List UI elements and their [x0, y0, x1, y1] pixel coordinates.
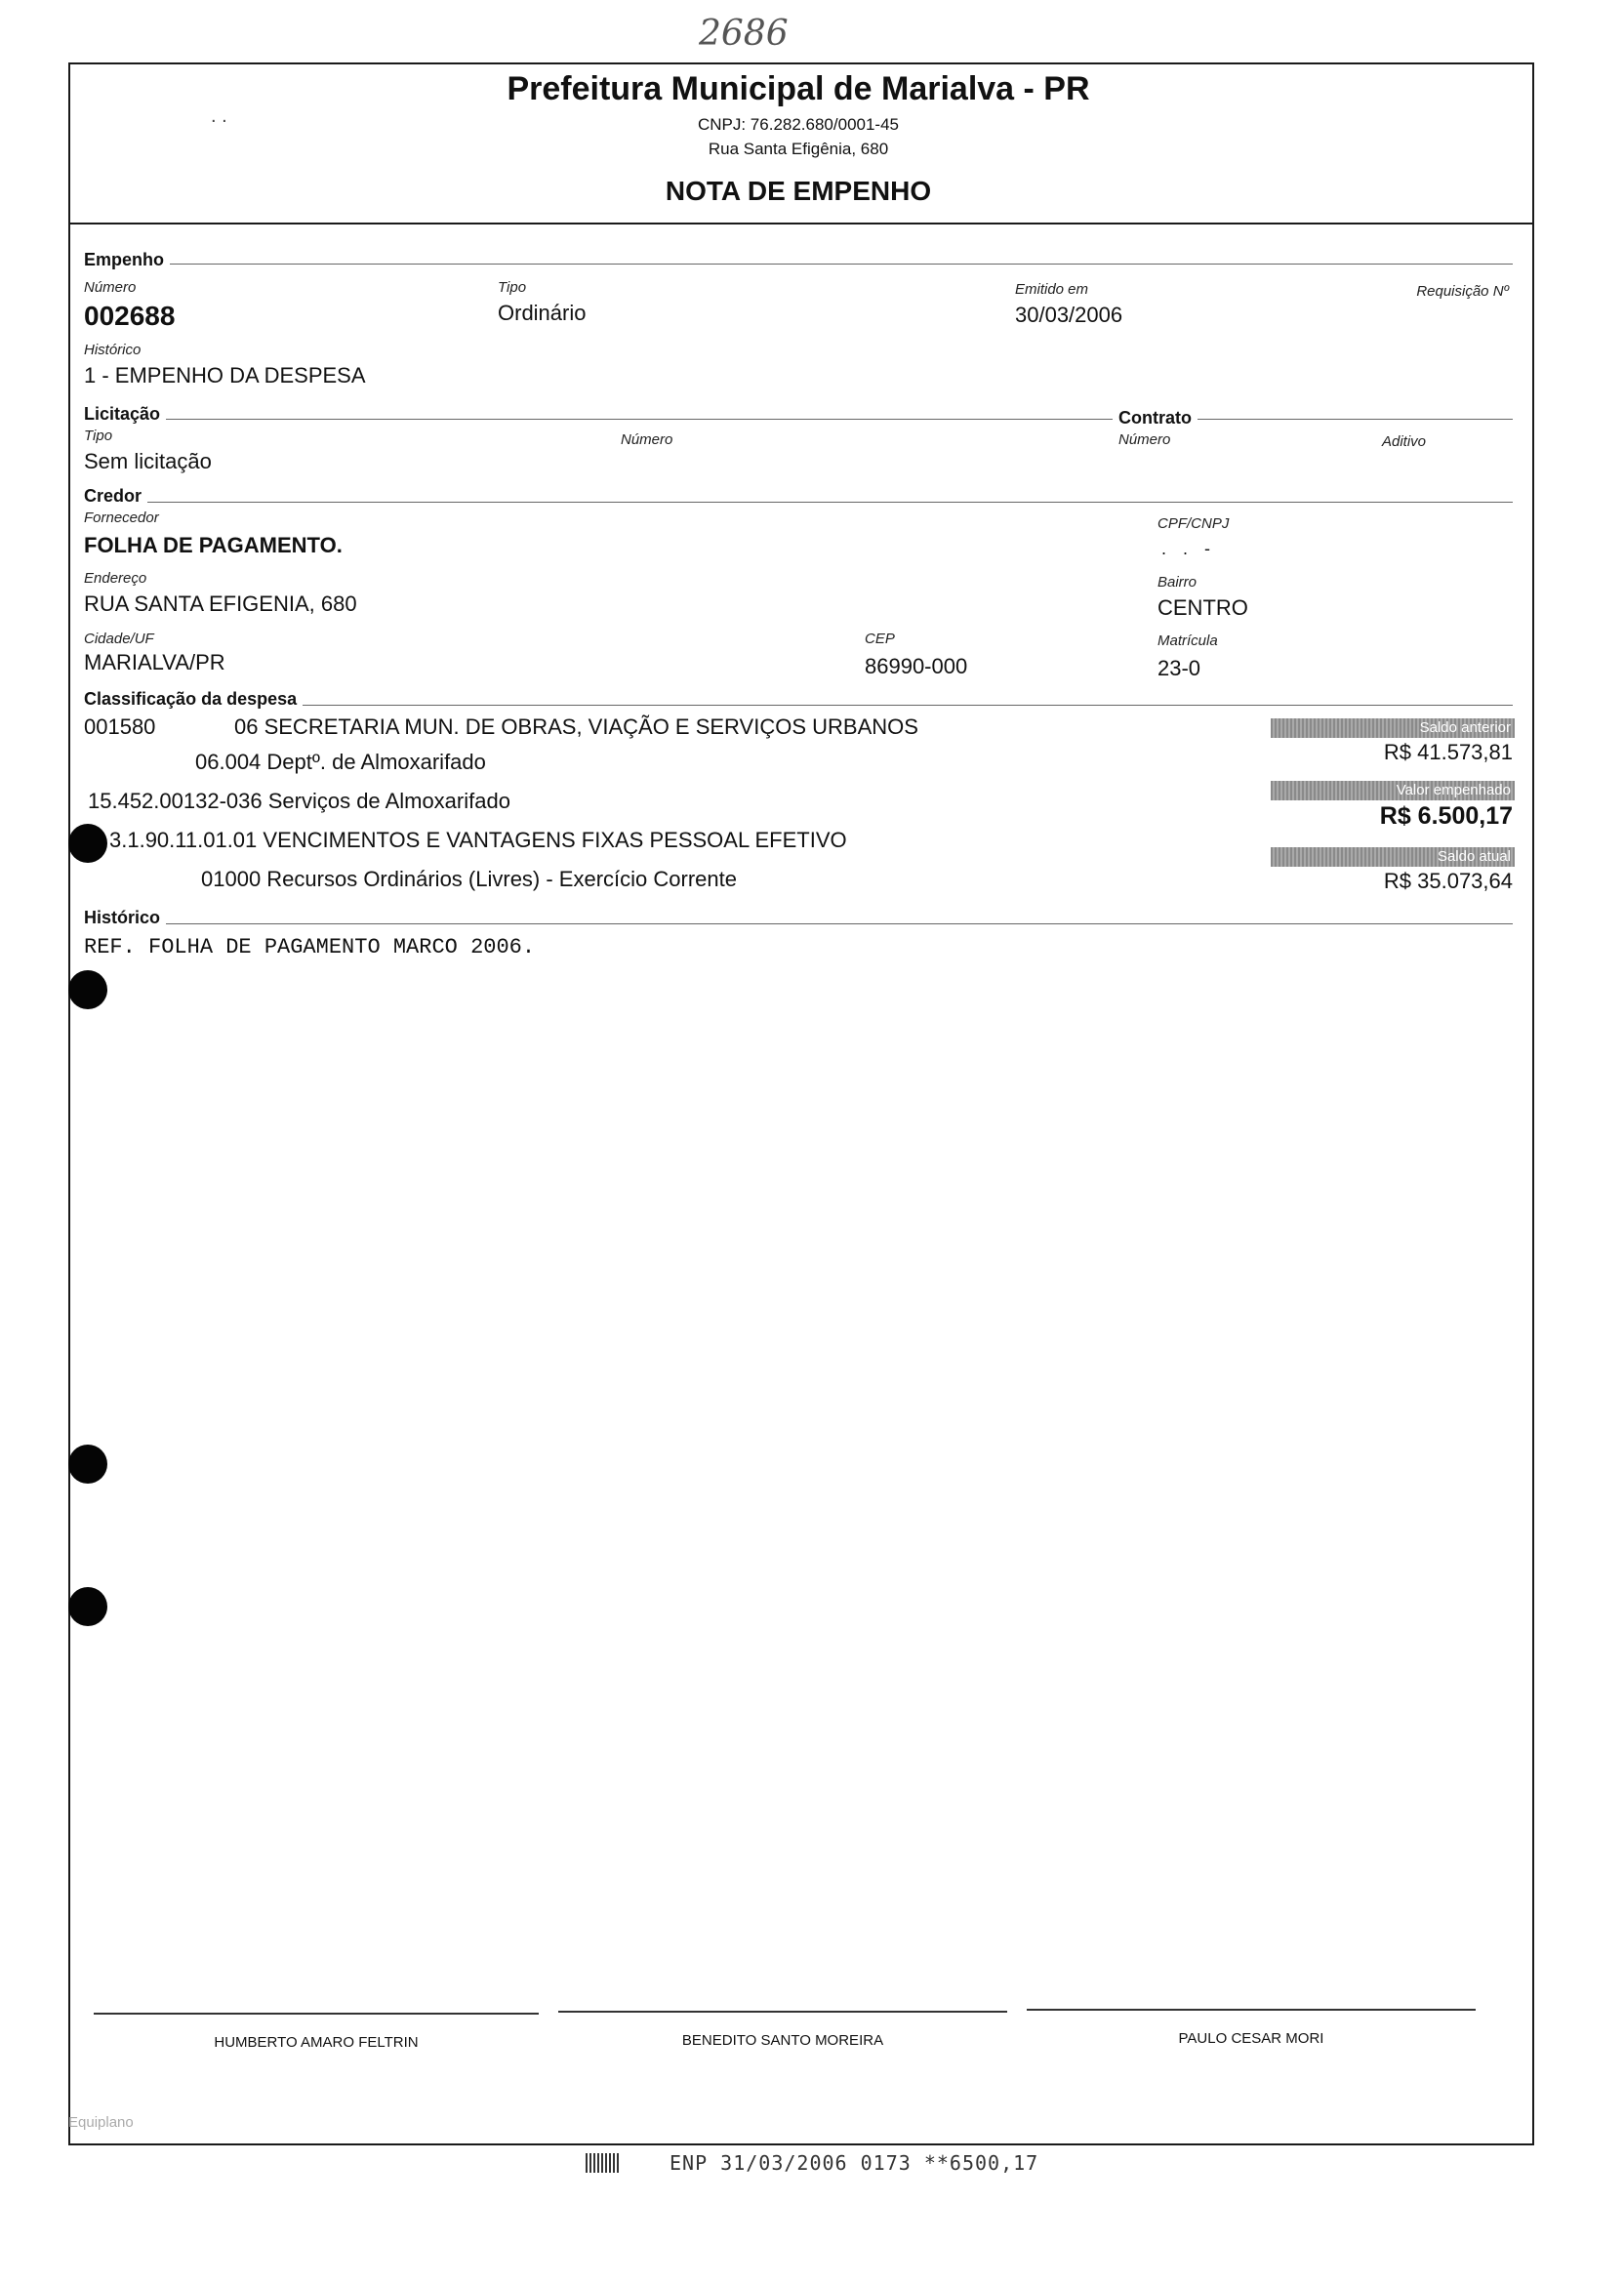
historico-text: REF. FOLHA DE PAGAMENTO MARCO 2006.	[84, 935, 536, 959]
saldo-atual-bar	[1271, 847, 1515, 867]
historico-rule	[84, 923, 1513, 924]
saldo-atual-label: Saldo atual	[1437, 848, 1511, 865]
signature-line	[94, 2013, 539, 2015]
credor-section-title: Credor	[84, 486, 147, 507]
saldo-anterior-bar	[1271, 718, 1515, 738]
classificacao-line-5: 01000 Recursos Ordinários (Livres) - Exercício Corrente	[201, 867, 737, 891]
endereco-value: RUA SANTA EFIGENIA, 680	[84, 591, 357, 616]
valor-empenhado-label: Valor empenhado	[1396, 782, 1511, 798]
cpf-cnpj-value: . . -	[1161, 539, 1216, 558]
header-divider	[68, 223, 1532, 224]
licitacao-section-title: Licitação	[84, 404, 166, 425]
emitido-em-date: 30/03/2006	[1015, 303, 1123, 327]
empenho-numero: 002688	[84, 301, 176, 331]
logo-marks: . .	[211, 105, 227, 127]
aditivo-label: Aditivo	[1382, 433, 1427, 450]
empenho-tipo-label: Tipo	[498, 279, 527, 296]
cidade-value: MARIALVA/PR	[84, 650, 225, 674]
contrato-section-title: Contrato	[1113, 408, 1198, 428]
empenho-tipo: Ordinário	[498, 301, 587, 325]
requisicao-label: Requisição Nº	[1416, 283, 1509, 300]
classificacao-line-1: 06 SECRETARIA MUN. DE OBRAS, VIAÇÃO E SERVIÇOS URBANOS	[234, 714, 918, 739]
contrato-numero-label: Número	[1118, 431, 1171, 448]
cep-label: CEP	[865, 631, 895, 647]
classificacao-line-2: 06.004 Deptº. de Almoxarifado	[195, 750, 486, 774]
punch-hole	[68, 970, 107, 1009]
cidade-label: Cidade/UF	[84, 631, 154, 647]
bank-stamp: ENP 31/03/2006 0173 **6500,17	[670, 2151, 1039, 2175]
emitido-em-label: Emitido em	[1015, 281, 1089, 298]
signature-line	[558, 2011, 1007, 2013]
saldo-anterior-value: R$ 41.573,81	[1383, 740, 1513, 764]
cep-value: 86990-000	[865, 654, 968, 678]
empenho-numero-label: Número	[84, 279, 137, 296]
endereco-label: Endereço	[84, 570, 147, 587]
classificacao-line-4: 3.1.90.11.01.01 VENCIMENTOS E VANTAGENS FIXAS PESSOAL EFETIVO	[109, 828, 847, 852]
page-title: Prefeitura Municipal de Marialva - PR	[507, 70, 1090, 107]
licitacao-rule	[84, 419, 1513, 420]
document-type-title: NOTA DE EMPENHO	[665, 176, 932, 206]
fornecedor-value: FOLHA DE PAGAMENTO.	[84, 533, 343, 557]
licitacao-numero-label: Número	[621, 431, 673, 448]
footer-brand: Equiplano	[68, 2114, 134, 2131]
signature-line	[1027, 2009, 1476, 2011]
licitacao-tipo: Sem licitação	[84, 449, 212, 473]
matricula-label: Matrícula	[1157, 632, 1218, 649]
handwritten-number: 2686	[699, 14, 789, 54]
cnpj-text: CNPJ: 76.282.680/0001-45	[697, 115, 900, 134]
punch-hole	[68, 1445, 107, 1484]
signature-name: BENEDITO SANTO MOREIRA	[681, 2032, 884, 2049]
empenho-historico: 1 - EMPENHO DA DESPESA	[84, 363, 366, 387]
signature-name: PAULO CESAR MORI	[1178, 2030, 1324, 2047]
empenho-section-title: Empenho	[84, 250, 170, 270]
punch-hole	[68, 824, 107, 863]
historico-section-title: Histórico	[84, 908, 166, 928]
bank-stamp-mark	[586, 2153, 621, 2173]
valor-empenhado-bar	[1271, 781, 1515, 800]
saldo-atual-value: R$ 35.073,64	[1383, 869, 1513, 893]
cpf-cnpj-label: CPF/CNPJ	[1157, 515, 1230, 532]
empenho-historico-label: Histórico	[84, 342, 142, 358]
classificacao-section-title: Classificação da despesa	[84, 689, 303, 710]
saldo-anterior-label: Saldo anterior	[1419, 719, 1511, 736]
matricula-value: 23-0	[1157, 656, 1201, 680]
classificacao-code: 001580	[84, 714, 156, 739]
signature-name: HUMBERTO AMARO FELTRIN	[214, 2034, 419, 2051]
fornecedor-label: Fornecedor	[84, 510, 159, 526]
bairro-value: CENTRO	[1157, 595, 1248, 620]
punch-hole	[68, 1587, 107, 1626]
bairro-label: Bairro	[1157, 574, 1198, 591]
classificacao-line-3: 15.452.00132-036 Serviços de Almoxarifado	[88, 789, 510, 813]
empenho-rule	[84, 264, 1513, 265]
licitacao-tipo-label: Tipo	[84, 428, 113, 444]
address-text: Rua Santa Efigênia, 680	[708, 140, 889, 158]
credor-rule	[84, 502, 1513, 503]
valor-empenhado-value: R$ 6.500,17	[1379, 802, 1513, 830]
